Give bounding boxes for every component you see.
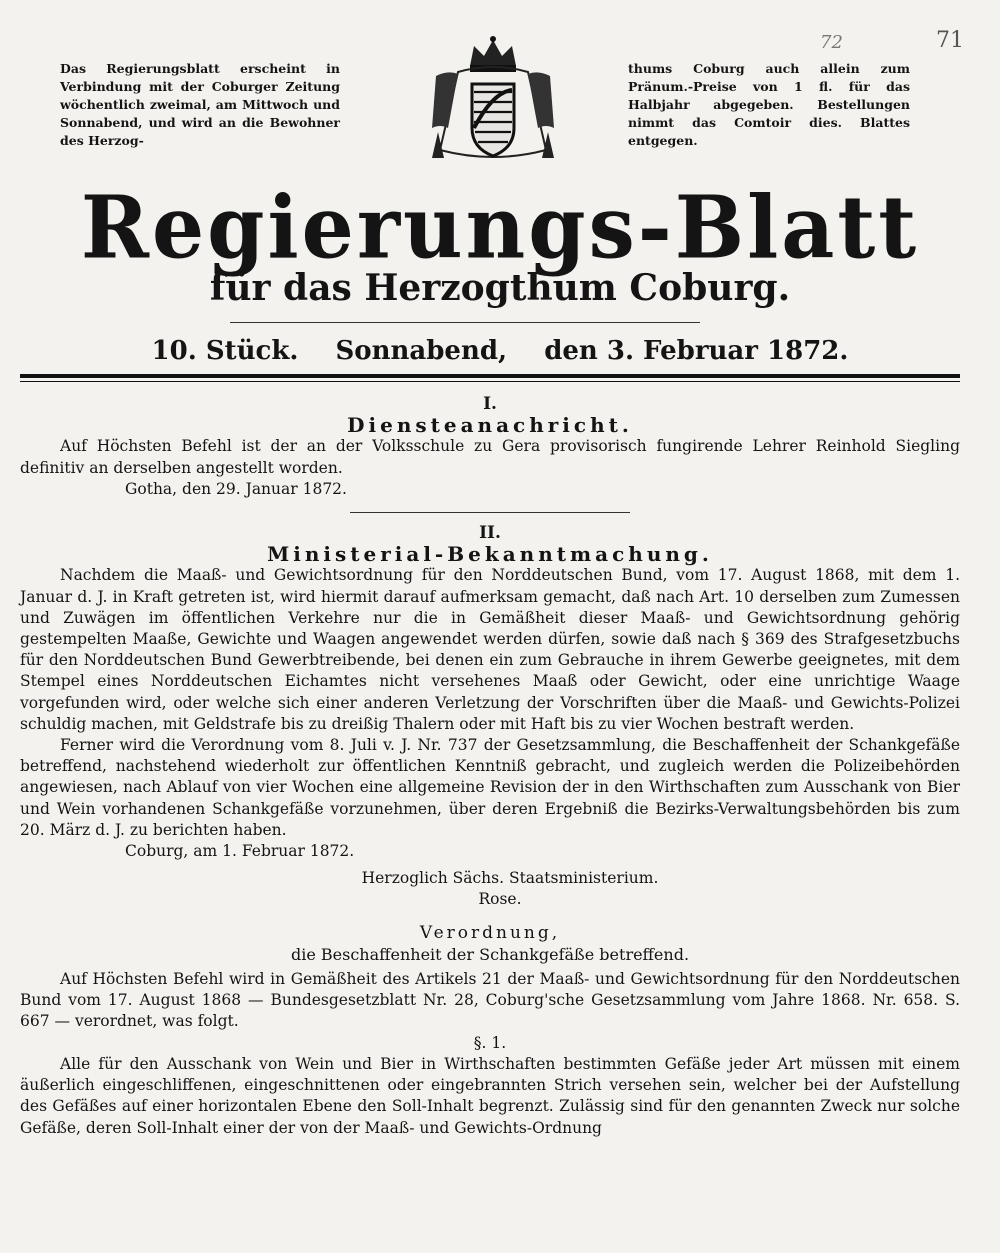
page-content (20, 392, 960, 1139)
section2-heading: Ministerial-Bekanntmachung. (267, 542, 713, 567)
section2-place-date: Coburg, am 1. Februar 1872. (125, 842, 355, 861)
coat-of-arms-icon (418, 32, 568, 172)
section1-numeral: I. (483, 394, 497, 414)
masthead-right-notice: thums Coburg auch allein zum Pränum.-Preise von 1 fl. für das Halbjahr abgegeben. Bestellungen nimmt das Comtoir dies. Blattes entgegen. (628, 61, 910, 148)
ordinance-section-text: Alle für den Ausschank von Wein und Bier in Wirthschaften bestimmten Gefäße jeder Art müssen mit einem äußerlich eingeschliffenen, eingeschnittenen oder eingebrannten Strich versehen sein, welcher bei der Aufstellung des Gefäßes auf einer horizontalen Ebene den Soll-Inhalt begrenzt. Zulässig sind für den genannten Zweck nur solche Gefäße, deren Soll-Inhalt einer der von der Maaß- und Gewichts-Ordnung (20, 1054, 960, 1137)
ordinance-intro: Auf Höchsten Befehl wird in Gemäßheit des Artikels 21 der Maaß- und Gewichtsordnung für den Norddeutschen Bund vom 17. August 1868 — Bundesgesetzblatt Nr. 28, Coburg'sche Gesetzsammlung vom Jahre 1868. Nr. 658. S. 667 — verordnet, was folgt. (20, 970, 960, 1031)
section2-paragraph-1: Nachdem die Maaß- und Gewichtsordnung für den Norddeutschen Bund, vom 17. August 1868, mit dem 1. Januar d. J. in Kraft getreten ist, wird hiermit darauf aufmerksam gemacht, daß nach Art. 10 derselben zum Zumessen und Zuwägen im öffentlichen Verkehre nur die in Gemäßheit dieser Maaß- und Gewichtsordnung gehörig gestempelten Maaße, Gewichte und Waagen angewendet werden dürfen, sowie daß nach § 369 des Strafgesetzbuchs für den Norddeutschen Bund Gewerbtreibende, bei denen ein zum Gebrauche in ihrem Gewerbe geeignetes, mit dem Stempel eines Norddeutschen Eichamtes nicht versehenes Maaß oder Gewicht, oder eine unrichtige Waage vorgefunden wird, oder welche sich einer anderen Verletzung der Vorschriften über die Maaß- und Gewichts-Polizei schuldig machen, mit Geldstrafe bis zu dreißig Thalern oder mit Haft bis zu vier Wochen bestraft werden. (20, 566, 960, 733)
section-separator (350, 512, 630, 513)
masthead-rule (20, 374, 960, 378)
issue-line (0, 332, 1000, 370)
subtitle-rule (230, 322, 700, 323)
section1-place-date: Gotha, den 29. Januar 1872. (125, 479, 347, 498)
newspaper-subtitle: für das Herzogthum Coburg. (209, 267, 791, 309)
section2-signature: Rose. (478, 890, 522, 909)
ordinance-section-label: §. 1. (473, 1033, 507, 1052)
page-number: 71 (936, 28, 964, 53)
section2-numeral: II. (479, 523, 501, 544)
issue-date: den 3. Februar 1872. (544, 336, 849, 366)
page-mark: 72 (820, 32, 843, 53)
ordinance-subheading: die Beschaffenheit der Schankgefäße betreffend. (290, 944, 690, 964)
masthead-rule-thin (20, 381, 960, 382)
section2-authority: Herzoglich Sächs. Staatsministerium. (361, 869, 659, 888)
ordinance-heading: Verordnung, (419, 922, 561, 943)
section2-paragraph-2: Ferner wird die Verordnung vom 8. Juli v. J. Nr. 737 der Gesetzsammlung, die Beschaffenheit der Schankgefäße betreffend, nachstehend wiederholt zur öffentlichen Kenntniß gebracht, und zugleich werden die Polizeibehörden angewiesen, nach Ablauf von vier Wochen eine allgemeine Revision der in den Wirthschaften zum Ausschank von Bier und Wein vorhandenen Schankgefäße vorzunehmen, über deren Ergebniß die Bezirks-Verwaltungsbehörden bis zum 20. März d. J. zu berichten haben. (20, 736, 960, 839)
section1-text: Auf Höchsten Befehl ist der an der Volksschule zu Gera provisorisch fungirende Lehrer Reinhold Siegling definitiv an derselben angestellt worden. (20, 437, 960, 477)
issue-number: 10. Stück. (151, 336, 299, 366)
section1-heading: Diensteanachricht. (347, 413, 633, 438)
masthead-left-notice: Das Regierungsblatt erscheint in Verbindung mit der Coburger Zeitung wöchentlich zweimal, am Mittwoch und Sonnabend, und wird an die Bewohner des Herzog- (60, 61, 340, 148)
issue-weekday: Sonnabend, (335, 336, 508, 366)
newspaper-title: Regierungs-Blatt (80, 177, 920, 279)
